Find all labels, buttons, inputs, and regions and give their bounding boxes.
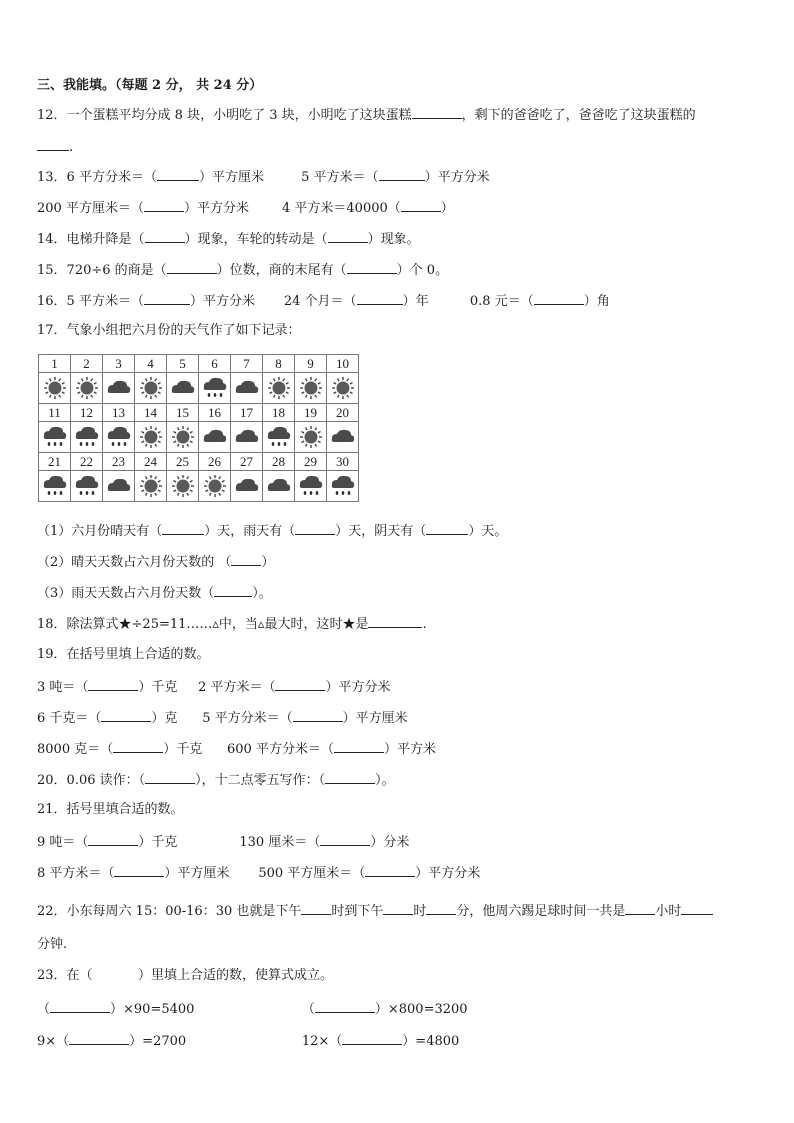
weather-day-number: 5 — [167, 355, 199, 373]
answer-blank[interactable] — [214, 584, 252, 597]
question-text: 13．6 平方分米＝（ — [37, 170, 157, 185]
question-text: ）×90=5400 （ — [110, 1002, 315, 1017]
weather-day-number: 22 — [71, 453, 103, 471]
answer-blank[interactable] — [231, 553, 261, 566]
weather-day-number: 28 — [263, 453, 295, 471]
weather-day-number: 27 — [231, 453, 263, 471]
answer-blank[interactable] — [293, 709, 343, 722]
sunny-icon — [295, 422, 327, 453]
answer-blank[interactable] — [368, 615, 422, 628]
cloudy-icon — [231, 471, 263, 502]
weather-day-number: 21 — [39, 453, 71, 471]
question-text: ），十二点零五写作：（ — [195, 773, 326, 788]
question-text: ）千克 600 平方分米＝（ — [163, 742, 334, 757]
question-text: ）千克 130 厘米＝（ — [138, 835, 321, 850]
weather-day-number: 12 — [71, 404, 103, 422]
question-text: ）平方分米 4 平方米＝40000（ — [183, 201, 401, 216]
answer-blank[interactable] — [114, 864, 164, 877]
question-text: 20．0.06 读作：（ — [37, 773, 146, 788]
weather-icon-row — [39, 422, 359, 453]
question-line-q21b — [37, 864, 480, 882]
question-text: ）个 0。 — [396, 263, 449, 278]
weather-day-number: 26 — [199, 453, 231, 471]
answer-blank[interactable] — [295, 522, 335, 535]
question-text: ）年 0.8 元＝（ — [402, 294, 534, 309]
question-text: （ — [37, 1002, 51, 1017]
question-text: . — [69, 140, 74, 155]
answer-blank[interactable] — [328, 230, 368, 243]
answer-blank[interactable] — [365, 864, 415, 877]
question-line-q21 — [37, 802, 184, 818]
weather-day-number: 14 — [135, 404, 167, 422]
answer-blank[interactable] — [426, 902, 456, 915]
question-text: 6 千克＝（ — [37, 711, 102, 726]
question-text: 17．气象小组把六月份的天气作了如下记录： — [37, 323, 301, 338]
question-text: ）平方分米 — [415, 866, 481, 881]
question-text: ） — [261, 555, 275, 570]
question-text: 9 吨＝（ — [37, 835, 89, 850]
weather-day-number: 6 — [199, 355, 231, 373]
weather-day-number: 7 — [231, 355, 263, 373]
rain-icon — [71, 422, 103, 453]
question-line-q23b — [37, 1032, 459, 1050]
weather-day-number: 3 — [103, 355, 135, 373]
question-line-q18 — [37, 615, 427, 633]
answer-blank[interactable] — [145, 230, 185, 243]
weather-day-number: 4 — [135, 355, 167, 373]
answer-blank[interactable] — [157, 168, 199, 181]
question-text: ）。 — [252, 586, 272, 601]
question-line-q19 — [37, 647, 210, 663]
weather-icon-row — [39, 471, 359, 502]
question-line-q19a — [37, 678, 391, 696]
section-title: 三、我能填。（每题 2 分， 共 24 分） — [37, 78, 263, 93]
question-line-q13a — [37, 168, 490, 186]
question-text: ）现象。 — [367, 232, 420, 247]
question-text: （2）晴天天数占六月份天数的 （ — [37, 555, 232, 570]
question-text: 时到下午 — [331, 904, 384, 919]
question-text: ）平方厘米 500 平方厘米＝（ — [164, 866, 366, 881]
weather-day-number: 8 — [263, 355, 295, 373]
sunny-icon — [295, 373, 327, 404]
question-text: ）平方分米 — [325, 680, 391, 695]
rain-icon — [199, 373, 231, 404]
question-line-q23a — [37, 1000, 468, 1018]
rain-icon — [295, 471, 327, 502]
question-text: 小时 — [655, 904, 682, 919]
weather-day-number: 24 — [135, 453, 167, 471]
cloudy-icon — [263, 471, 295, 502]
answer-blank[interactable] — [37, 138, 69, 151]
answer-blank[interactable] — [426, 522, 468, 535]
weather-day-number: 30 — [327, 453, 359, 471]
answer-blank[interactable] — [145, 771, 195, 784]
weather-day-number: 11 — [39, 404, 71, 422]
sunny-icon — [327, 373, 359, 404]
question-text: ）=4800 — [402, 1034, 460, 1049]
cloudy-icon — [167, 373, 199, 404]
question-text: ）分米 — [370, 835, 410, 850]
answer-blank[interactable] — [412, 106, 462, 119]
question-text: ）天，阴天有（ — [335, 524, 427, 539]
weather-day-row — [39, 453, 359, 471]
question-text: 200 平方厘米＝（ — [37, 201, 144, 216]
question-text: ）平方厘米 5 平方米＝（ — [198, 170, 379, 185]
question-text: 23．在（ ）里填上合适的数，使算式成立。 — [37, 968, 333, 983]
answer-blank[interactable] — [357, 292, 403, 305]
weather-day-number: 23 — [103, 453, 135, 471]
question-line-q14 — [37, 230, 420, 248]
rain-icon — [327, 471, 359, 502]
weather-record-table — [38, 354, 359, 502]
answer-blank[interactable] — [320, 833, 370, 846]
question-text: 9×（ — [37, 1034, 70, 1049]
question-text: 8 平方米＝（ — [37, 866, 115, 881]
rain-icon — [71, 471, 103, 502]
question-text: 16．5 平方米＝（ — [37, 294, 144, 309]
sunny-icon — [263, 373, 295, 404]
question-text: 8000 克＝（ — [37, 742, 114, 757]
weather-day-number: 13 — [103, 404, 135, 422]
weather-day-number: 2 — [71, 355, 103, 373]
answer-blank[interactable] — [162, 522, 204, 535]
question-text: ）现象，车轮的转动是（ — [184, 232, 328, 247]
weather-day-number: 10 — [327, 355, 359, 373]
rain-icon — [263, 422, 295, 453]
answer-blank[interactable] — [101, 709, 151, 722]
cloudy-icon — [231, 422, 263, 453]
question-text: ）=2700 12×（ — [129, 1034, 343, 1049]
answer-blank[interactable] — [379, 168, 425, 181]
question-line-q15 — [37, 261, 448, 279]
weather-day-row — [39, 404, 359, 422]
answer-blank[interactable] — [383, 902, 413, 915]
answer-blank[interactable] — [334, 740, 384, 753]
answer-blank[interactable] — [144, 199, 184, 212]
question-text: 15．720÷6 的商是（ — [37, 263, 167, 278]
question-text: ）天，雨天有（ — [204, 524, 296, 539]
sunny-icon — [135, 471, 167, 502]
question-text: ）×800=3200 — [374, 1002, 468, 1017]
question-text: 21．括号里填合适的数。 — [37, 802, 184, 817]
question-line-q16 — [37, 292, 610, 310]
question-text: 时 — [413, 904, 427, 919]
answer-blank[interactable] — [325, 771, 375, 784]
answer-blank[interactable] — [347, 261, 397, 274]
weather-day-number: 25 — [167, 453, 199, 471]
answer-blank[interactable] — [88, 678, 138, 691]
sunny-icon — [39, 373, 71, 404]
answer-blank[interactable] — [275, 678, 325, 691]
weather-icon-row — [39, 373, 359, 404]
question-text: ）天。 — [468, 524, 508, 539]
weather-day-number: 15 — [167, 404, 199, 422]
question-line-q17 — [37, 323, 301, 339]
weather-day-number: 18 — [263, 404, 295, 422]
question-text: ） — [440, 201, 454, 216]
sunny-icon — [71, 373, 103, 404]
question-text: ，剩下的爸爸吃了，爸爸吃了这块蛋糕的 — [461, 108, 696, 123]
rain-icon — [103, 422, 135, 453]
question-text: 22．小东每周六 15：00-16：30 也就是下午 — [37, 904, 302, 919]
question-text: （1）六月份晴天有（ — [37, 524, 163, 539]
question-text: ）平方厘米 — [342, 711, 408, 726]
sunny-icon — [135, 422, 167, 453]
cloudy-icon — [103, 373, 135, 404]
question-line-q23 — [37, 968, 333, 984]
question-line-q17_2 — [37, 553, 274, 571]
sunny-icon — [135, 373, 167, 404]
question-text: 19．在括号里填上合适的数。 — [37, 647, 210, 662]
question-line-q19b — [37, 709, 408, 727]
weather-day-number: 19 — [295, 404, 327, 422]
question-text: 分钟. — [37, 937, 68, 952]
cloudy-icon — [103, 471, 135, 502]
answer-blank[interactable] — [50, 1000, 110, 1013]
rain-icon — [39, 471, 71, 502]
answer-blank[interactable] — [315, 1000, 375, 1013]
cloudy-icon — [199, 422, 231, 453]
answer-blank[interactable] — [342, 1032, 402, 1045]
answer-blank[interactable] — [113, 740, 163, 753]
weather-day-row — [39, 355, 359, 373]
weather-day-number: 29 — [295, 453, 327, 471]
question-text: ）平方分米 24 个月＝（ — [189, 294, 357, 309]
question-text: ）克 5 平方分米＝（ — [151, 711, 293, 726]
weather-day-number: 9 — [295, 355, 327, 373]
weather-day-number: 16 — [199, 404, 231, 422]
question-text: ）位数，商的末尾有（ — [216, 263, 347, 278]
answer-blank[interactable] — [88, 833, 138, 846]
question-line-q12a — [37, 106, 696, 124]
answer-blank[interactable] — [625, 902, 655, 915]
cloudy-icon — [231, 373, 263, 404]
question-text: 14．电梯升降是（ — [37, 232, 145, 247]
question-line-q22a — [37, 902, 713, 920]
question-line-q17_3 — [37, 584, 272, 602]
question-text: . — [422, 617, 427, 632]
question-line-q19c — [37, 740, 436, 758]
rain-icon — [39, 422, 71, 453]
question-line-q22b — [37, 937, 67, 953]
question-text: （3）雨天天数占六月份天数（ — [37, 586, 215, 601]
weather-day-number: 20 — [327, 404, 359, 422]
answer-blank[interactable] — [301, 902, 331, 915]
question-text: ）。 — [375, 773, 395, 788]
answer-blank[interactable] — [401, 199, 441, 212]
question-text: ）平方分米 — [424, 170, 490, 185]
question-line-q20 — [37, 771, 395, 789]
question-line-q21a — [37, 833, 409, 851]
sunny-icon — [167, 471, 199, 502]
question-line-q17_1 — [37, 522, 507, 540]
question-text: 18．除法算式★÷25=11……▵中，当▵最大时，这时★是 — [37, 617, 369, 632]
answer-blank[interactable] — [534, 292, 584, 305]
question-text: ）千克 2 平方米＝（ — [138, 680, 276, 695]
question-text: ）平方米 — [383, 742, 436, 757]
answer-blank[interactable] — [167, 261, 217, 274]
question-text: 分，他周六踢足球时间一共是 — [456, 904, 626, 919]
answer-blank[interactable] — [144, 292, 190, 305]
question-line-q12b — [37, 138, 73, 156]
question-text: ）角 — [583, 294, 610, 309]
question-text: 12．一个蛋糕平均分成 8 块，小明吃了 3 块，小明吃了这块蛋糕 — [37, 108, 412, 123]
sunny-icon — [167, 422, 199, 453]
answer-blank[interactable] — [69, 1032, 129, 1045]
weather-day-number: 17 — [231, 404, 263, 422]
question-line-q13b — [37, 199, 454, 217]
question-text: 3 吨＝（ — [37, 680, 89, 695]
answer-blank[interactable] — [681, 902, 713, 915]
sunny-icon — [199, 471, 231, 502]
weather-day-number: 1 — [39, 355, 71, 373]
cloudy-icon — [327, 422, 359, 453]
